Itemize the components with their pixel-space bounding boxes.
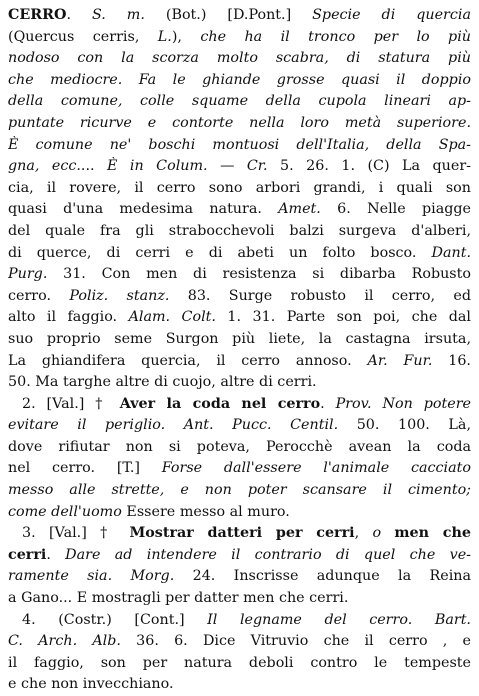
entry-line xyxy=(8,674,471,696)
entry-line xyxy=(8,5,471,27)
text-run: 5. 26. 1. (C) La quer- xyxy=(267,158,471,175)
text-run: nel cerro. [T.] xyxy=(8,460,162,477)
bold-term: cerri xyxy=(8,546,47,563)
text-run: cerro. xyxy=(8,287,70,304)
entry-line xyxy=(8,243,471,265)
italic-text: Amet. xyxy=(278,201,321,218)
entry-line xyxy=(8,48,471,70)
italic-text: Alam. Colt. xyxy=(128,309,216,326)
entry-line xyxy=(8,523,471,545)
bold-term: Mostrar datteri per cerri xyxy=(129,525,355,542)
text-run: 1. 31. Parte son poi, che dal xyxy=(215,309,471,326)
entry-line xyxy=(8,631,471,653)
italic-text: Specie di quercia xyxy=(312,7,471,23)
entry-line xyxy=(8,566,471,588)
italic-text: gna, ecc. xyxy=(8,158,81,175)
text-run: 6. Nelle piagge xyxy=(320,201,471,218)
text-run: suo proprio seme Surgon più liete, la castagna irsuta, xyxy=(8,330,471,347)
italic-text: come dell'uomo xyxy=(8,503,122,520)
italic-text: puntate ricurve e contorte nella loro metà superiore. xyxy=(8,114,471,131)
entry-line xyxy=(8,221,471,243)
italic-text: Cr. xyxy=(246,158,268,175)
entry-line xyxy=(8,329,471,351)
bold-term: CERRO xyxy=(8,7,67,23)
italic-text: o xyxy=(372,525,382,542)
italic-text: Ar. Fur. xyxy=(367,352,433,369)
entry-line xyxy=(8,502,471,524)
italic-text: Dant. xyxy=(431,244,471,261)
text-run: 36. 6. Dice Vitruvio che il cerro , e xyxy=(120,633,471,650)
italic-text: Il legname del cerro. Bart. xyxy=(207,611,471,628)
italic-text: È comune ne' boschi montuosi dell'Italia, della Spa- xyxy=(8,136,471,153)
italic-text: Dare ad intendere il contrario di quel che ve- xyxy=(65,546,471,563)
text-run: 31. Con men di resistenza si dibarba Robusto xyxy=(47,266,471,283)
italic-text: ramente sia. Morg. xyxy=(8,568,175,585)
entry-line xyxy=(8,351,471,373)
italic-text: C. Arch. Alb. xyxy=(8,633,121,650)
text-run: ), xyxy=(171,28,201,45)
text-run: 24. Inscrisse adunque la Reina xyxy=(174,568,471,585)
entry-line xyxy=(8,27,471,49)
text-run: 50. 100. Là, xyxy=(338,417,471,434)
text-run: La ghiandifera quercia, il cerro annoso. xyxy=(8,352,368,369)
entry-line xyxy=(8,588,471,610)
text-run: quasi d'una medesima natura. xyxy=(8,201,279,218)
entry-line xyxy=(8,610,471,632)
text-run: Essere messo al muro. xyxy=(121,503,290,520)
entry-line xyxy=(8,437,471,459)
entry-line xyxy=(8,91,471,113)
italic-text: L. xyxy=(157,28,172,45)
text-run: 4. (Costr.) [Cont.] xyxy=(22,611,208,628)
entry-line xyxy=(8,394,471,416)
text-run: — xyxy=(207,158,247,175)
entry-line xyxy=(8,286,471,308)
text-run: cia, il rovere, il cerro sono arbori grandi, i quali son xyxy=(8,179,471,196)
text-run: 50. Ma targhe altre di cuojo, altre di cerri. xyxy=(8,374,317,391)
text-run: . xyxy=(320,395,336,412)
entry-line xyxy=(8,199,471,221)
italic-text: Forse dall'essere l'animale cacciato xyxy=(161,460,471,477)
text-run: (Quercus cerris, xyxy=(8,28,158,45)
text-run: e che non invecchiano. xyxy=(8,676,174,693)
text-run: alto il faggio. xyxy=(8,309,129,326)
text-run: a Gano... E mostragli per datter men che cerri. xyxy=(8,590,349,607)
entry-line xyxy=(8,264,471,286)
italic-text: che mediocre. Fa le ghiande grosse quasi il doppio xyxy=(8,71,471,88)
entry-line xyxy=(8,70,471,92)
italic-text: È in Colum. xyxy=(107,158,208,175)
text-run: . xyxy=(46,546,66,563)
text-run: il faggio, son per natura deboli contro le tempeste xyxy=(8,654,471,671)
bold-term: Aver la coda nel cerro xyxy=(119,395,321,412)
entry-line xyxy=(8,415,471,437)
italic-text: nodoso con la scorza molto scabra, di statura più xyxy=(8,50,471,67)
entry-line xyxy=(8,480,471,502)
entry-line xyxy=(8,113,471,135)
italic-text: messo alle strette, e non poter scansare il cimento; xyxy=(8,482,471,499)
text-run: di querce, di cerri e di abeti un folto bosco. xyxy=(8,244,432,261)
text-run: del quale fra gli strabocchevoli balzi surgeva d'alberi, xyxy=(8,222,471,239)
italic-text: S. m. xyxy=(92,7,145,23)
entry-line xyxy=(8,178,471,200)
entry-line xyxy=(8,307,471,329)
text-run: , xyxy=(354,525,373,542)
bold-term: men che xyxy=(394,525,471,542)
italic-text: Purg. xyxy=(8,266,48,283)
entry-line xyxy=(8,653,471,675)
text-run: dove rifiutar non si poteva, Perocchè avean la coda xyxy=(8,438,471,455)
text-run: 2. [Val.] † xyxy=(22,395,120,412)
italic-text: Poliz. stanz. xyxy=(69,287,170,304)
italic-text: che ha il tronco per lo più xyxy=(200,28,471,45)
text-run: 3. [Val.] † xyxy=(22,525,130,542)
entry-line xyxy=(8,156,471,178)
text-run: ... xyxy=(80,158,108,175)
entry-line xyxy=(8,458,471,480)
entry-line xyxy=(8,545,471,567)
text-run: 16. xyxy=(432,352,471,369)
italic-text: della comune, colle squame della cupola lineari ap- xyxy=(8,93,471,110)
text-run: (Bot.) [D.Pont.] xyxy=(144,7,313,23)
text-run: 83. Surge robusto il cerro, ed xyxy=(169,287,471,304)
text-run xyxy=(381,525,394,541)
entry-line xyxy=(8,135,471,157)
italic-text: evitare il periglio. Ant. Pucc. Centil. xyxy=(8,417,339,434)
text-run: . xyxy=(66,7,93,23)
entry-line xyxy=(8,372,471,394)
italic-text: Prov. Non potere xyxy=(335,395,471,412)
